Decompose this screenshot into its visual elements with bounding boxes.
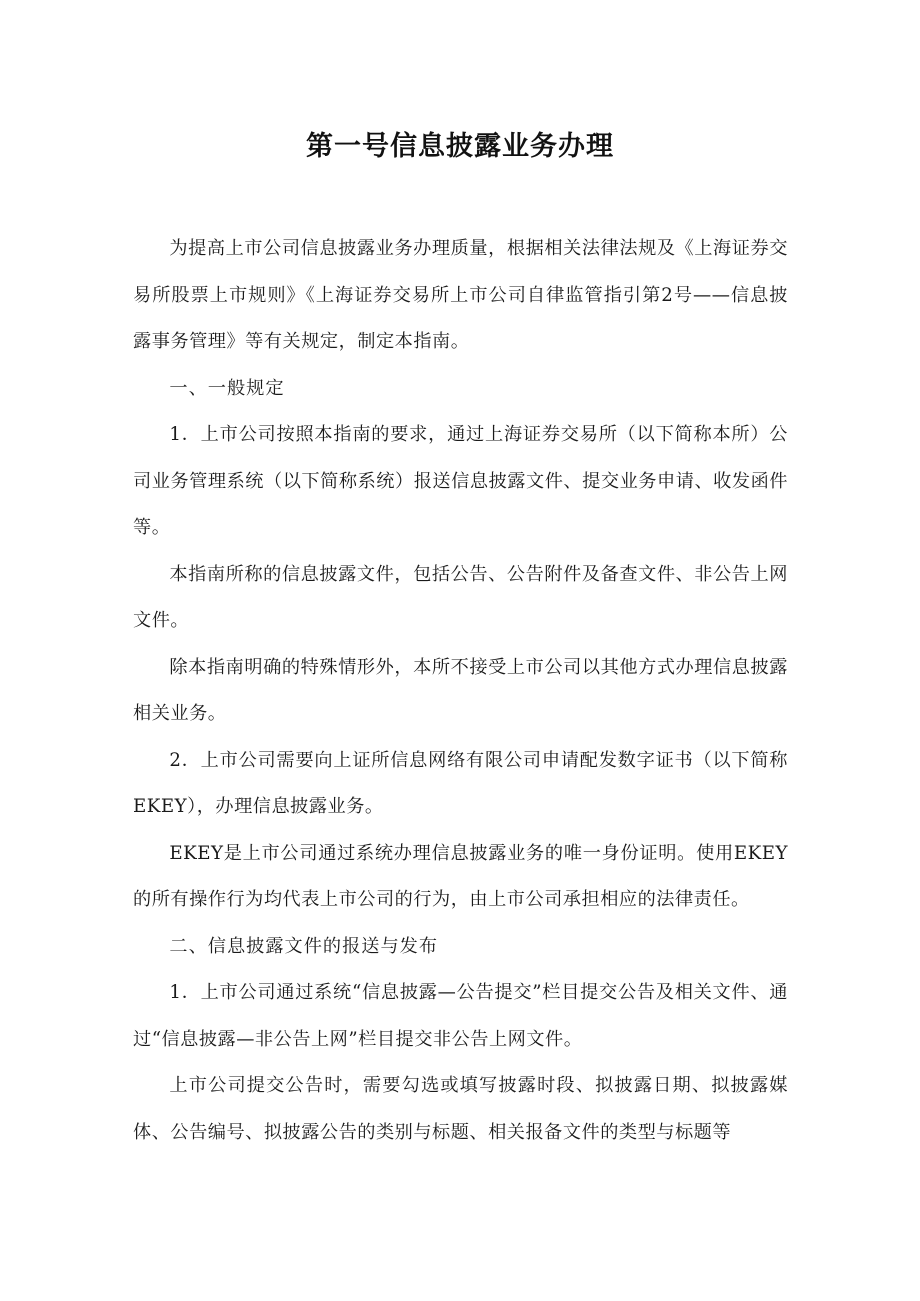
document-body — [133, 226, 788, 1156]
document-title: 第一号信息披露业务办理 — [306, 131, 614, 162]
paragraph-intro: 为提高上市公司信息披露业务办理质量，根据相关法律法规及《上海证券交易所股票上市规则》《上海证券交易所上市公司自律监管指引第2号——信息披露事务管理》等有关规定，制定本指南。 — [133, 238, 788, 352]
paragraph-item-2: 2．上市公司需要向上证所信息网络有限公司申请配发数字证书（以下简称EKEY），办理信息披露业务。 — [133, 749, 788, 817]
paragraph-ekey: EKEY是上市公司通过系统办理信息披露业务的唯一身份证明。使用EKEY的所有操作行为均代表上市公司的行为，由上市公司承担相应的法律责任。 — [133, 842, 788, 910]
paragraph-item-1: 1．上市公司按照本指南的要求，通过上海证券交易所（以下简称本所）公司业务管理系统（以下简称系统）报送信息披露文件、提交业务申请、收发函件等。 — [133, 424, 788, 538]
section-heading-submission: 二、信息披露文件的报送与发布 — [169, 935, 439, 957]
paragraph-exceptions: 除本指南明确的特殊情形外，本所不接受上市公司以其他方式办理信息披露相关业务。 — [133, 656, 788, 724]
paragraph-disclosure-files: 本指南所称的信息披露文件，包括公告、公告附件及备查文件、非公告上网文件。 — [133, 563, 788, 631]
section-heading-general: 一、一般规定 — [169, 377, 285, 399]
paragraph-submission-item-1: 1．上市公司通过系统“信息披露—公告提交”栏目提交公告及相关文件、通过“信息披露—非公告上网”栏目提交非公告上网文件。 — [133, 982, 788, 1050]
paragraph-submission-details: 上市公司提交公告时，需要勾选或填写披露时段、拟披露日期、拟披露媒体、公告编号、拟披露公告的类别与标题、相关报备文件的类型与标题等 — [133, 1075, 788, 1143]
